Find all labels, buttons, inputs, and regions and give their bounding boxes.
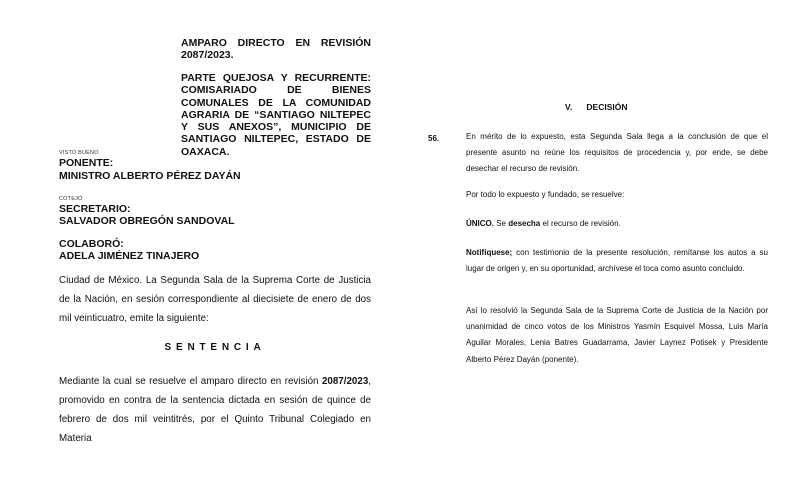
paragraph-number: 56. (428, 134, 440, 143)
colaboro-label: COLABORÓ: (59, 238, 124, 250)
notifiquese-label: Notifíquese; (466, 248, 513, 257)
paragraph-56: En mérito de lo expuesto, esta Segunda Sala llega a la conclusión de que el presente asunto no reúne los requisitos de procedencia y, por ende, se debe desechar el recurso de revisión. (466, 132, 768, 174)
visto-bueno-note: VISTO BUENO (59, 150, 99, 156)
case-title: AMPARO DIRECTO EN REVISIÓN 2087/2023. (181, 37, 371, 62)
notification-paragraph (466, 245, 768, 277)
case-number: 2087/2023 (321, 376, 369, 387)
colaboro-name: ADELA JIMÉNEZ TINAJERO (59, 250, 200, 262)
unico-mid: Se (494, 219, 509, 228)
secretario-label: SECRETARIO: (59, 203, 131, 215)
case-paragraph (59, 372, 371, 448)
sentencia-title: SENTENCIA (164, 342, 266, 353)
right-page (400, 0, 800, 483)
ponente-name: MINISTRO ALBERTO PÉREZ DAYÁN (59, 170, 241, 182)
final-paragraph: Así lo resolvió la Segunda Sala de la Suprema Corte de Justicia de la Nación por unanimidad de cinco votos de los Ministros Yasmín Esquivel Mossa, Luis María Aguilar Morales, Lenia Batres Guadarrama, Javier Laynez Potisek y Presidente Alberto Pérez Dayán (ponente). (466, 306, 768, 364)
resolve-line: Por todo lo expuesto y fundado, se resuelve: (466, 190, 625, 199)
case-paragraph-rest: , promovido en contra de la sentencia dictada en sesión de quince de febrero de dos mil veintitrés, por el Quinto Tribunal Colegiado en Materia (59, 376, 371, 444)
unico-label: ÚNICO. (466, 219, 494, 228)
cotejo-note: COTEJÓ (59, 196, 83, 202)
ponente-label: PONENTE: (59, 157, 114, 169)
desecha-word: desecha (508, 219, 541, 228)
case-paragraph-start: Mediante la cual se resuelve el amparo directo en revisión (59, 376, 322, 387)
unico-resolution (466, 216, 768, 232)
unico-rest: el recurso de revisión. (540, 219, 621, 228)
intro-paragraph: Ciudad de México. La Segunda Sala de la Suprema Corte de Justicia de la Nación, en sesión correspondiente al diecisiete de enero de dos mil veinticuatro, emite la siguiente: (59, 275, 371, 324)
parties-caption: PARTE QUEJOSA Y RECURRENTE: COMISARIADO DE BIENES COMUNALES DE LA COMUNIDAD AGRARIA DE “SANTIAGO NILTEPEC Y SUS ANEXOS”, MUNICIPIO DE SANTIAGO NILTEPEC, ESTADO DE OAXACA. (181, 72, 371, 158)
notification-text: con testimonio de la presente resolución, remítanse los autos a su lugar de origen y, en su oportunidad, archívese el toca como asunto concluido. (466, 248, 768, 274)
decision-heading: V. DECISIÓN (565, 102, 628, 112)
secretario-name: SALVADOR OBREGÓN SANDOVAL (59, 215, 235, 227)
